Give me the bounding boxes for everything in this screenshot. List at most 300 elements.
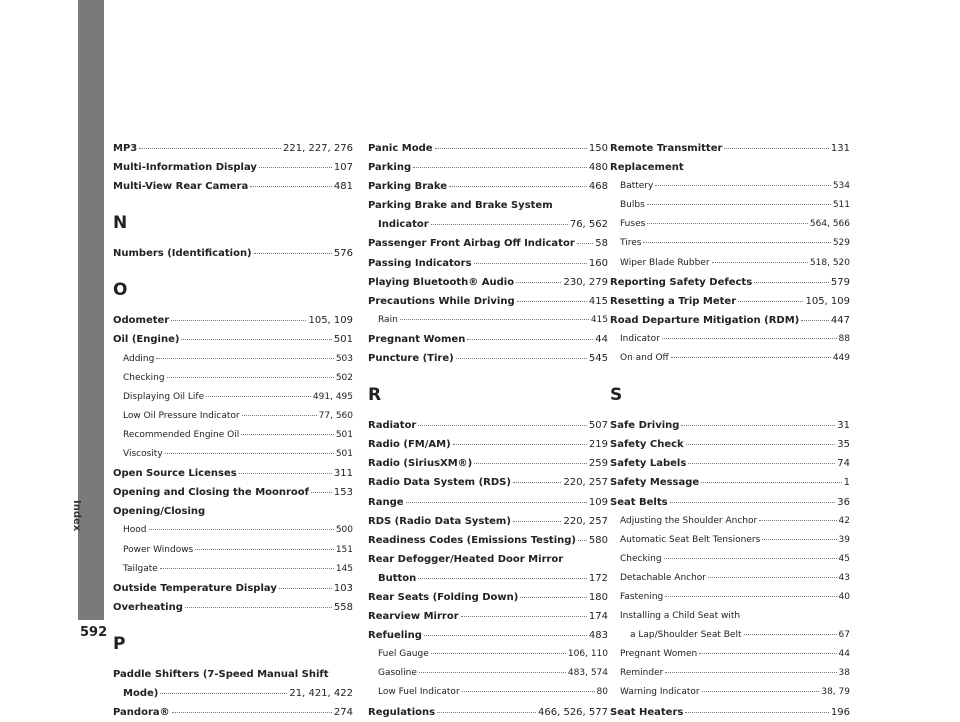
index-entry [610, 531, 850, 550]
section-letter: O [113, 280, 128, 301]
index-entry-label: Pregnant Women [620, 649, 698, 660]
index-entry-label: Remote Transmitter [610, 143, 723, 154]
dot-leader [195, 549, 334, 550]
index-entry [113, 244, 353, 263]
index-entry-label: Indicator [620, 333, 660, 344]
index-entry-label: Fuel Gauge [378, 649, 429, 660]
index-entry [113, 350, 353, 369]
dot-leader [520, 597, 587, 598]
page-references: 196 [830, 706, 850, 718]
dot-leader [670, 502, 836, 503]
dot-leader [259, 167, 332, 168]
index-entry [113, 598, 353, 617]
index-entry [113, 703, 353, 722]
index-entry [368, 177, 608, 196]
dot-leader [643, 242, 830, 243]
page-references: 145 [335, 563, 353, 574]
page-references: 180 [588, 591, 608, 603]
dot-leader [662, 338, 837, 339]
index-entry-label: Opening and Closing the Moonroof [113, 487, 310, 499]
index-entry-label: Multi-View Rear Camera [113, 181, 249, 193]
index-entry [113, 464, 353, 483]
index-entry-label: Checking [620, 553, 662, 564]
index-entry [368, 626, 608, 645]
index-entry-label: Pandora® [113, 707, 170, 719]
dot-leader [181, 339, 331, 340]
index-entry [368, 683, 608, 702]
index-entry [610, 435, 850, 454]
index-entry [610, 234, 850, 253]
page-references: 151 [335, 544, 353, 555]
index-entry [610, 349, 850, 368]
page-references: 529 [832, 238, 850, 249]
index-entry-label: Wiper Blade Rubber [620, 257, 710, 268]
page-references: 449 [832, 353, 850, 364]
index-entry-label: Radio (FM/AM) [368, 439, 451, 451]
dot-leader [431, 224, 568, 225]
page-references: 311 [333, 468, 353, 480]
index-entry-label: Hood [123, 525, 147, 536]
dot-leader [474, 463, 587, 464]
index-entry [610, 311, 850, 330]
index-entry-label: Rear Seats (Folding Down) [368, 591, 519, 603]
dot-leader [578, 540, 587, 541]
index-entry-label: a Lap/Shoulder Seat Belt [630, 630, 742, 641]
page-references: 259 [588, 458, 608, 470]
dot-leader [708, 577, 837, 578]
index-entry-label: Opening/Closing [113, 506, 206, 518]
page-references: 580 [588, 534, 608, 546]
page-references: 447 [830, 314, 850, 326]
index-entry-label: Road Departure Mitigation (RDM) [610, 314, 800, 326]
dot-leader [419, 672, 566, 673]
dot-leader [413, 167, 587, 168]
dot-leader [437, 712, 536, 713]
index-entry-label: Safety Check [610, 439, 684, 451]
index-entry-label: Panic Mode [368, 143, 433, 154]
page-references: 103 [333, 582, 353, 594]
index-column-1 [113, 139, 353, 722]
page-references: 67 [838, 630, 850, 641]
index-entry [368, 196, 608, 215]
page-references: 507 [588, 420, 608, 432]
page-references: 174 [588, 611, 608, 623]
dot-leader [149, 529, 334, 530]
dot-leader [139, 148, 281, 149]
dot-leader [160, 693, 287, 694]
index-entry [368, 254, 608, 273]
page-references: 44 [838, 649, 850, 660]
index-entry-label: Battery [620, 181, 654, 192]
page-references: 36 [837, 496, 850, 508]
page-references: 220, 257 [563, 515, 608, 527]
index-entry [368, 493, 608, 512]
dot-leader [754, 282, 829, 283]
index-entry [368, 273, 608, 292]
dot-leader [400, 319, 589, 320]
index-entry-label: Readiness Codes (Emissions Testing) [368, 534, 576, 546]
dot-leader [702, 691, 820, 692]
index-entry-label: Indicator [378, 219, 429, 231]
dot-leader [279, 588, 332, 589]
dot-leader [165, 453, 334, 454]
dot-leader [453, 444, 587, 445]
index-entry [610, 473, 850, 492]
page-references: 88 [838, 333, 850, 344]
index-entry [368, 416, 608, 435]
dot-leader [424, 635, 587, 636]
index-entry-label: Precautions While Driving [368, 295, 515, 307]
index-entry [113, 502, 353, 521]
index-entry-label: Fuses [620, 219, 646, 230]
index-entry-label: Numbers (Identification) [113, 248, 252, 260]
index-entry [368, 588, 608, 607]
index-entry [368, 512, 608, 531]
index-entry-label: Button [378, 572, 417, 584]
dot-leader [167, 377, 334, 378]
dot-leader [688, 463, 835, 464]
dot-leader [801, 320, 829, 321]
index-entry-label: Installing a Child Seat with [620, 611, 741, 622]
index-entry [113, 541, 353, 560]
index-entry-label: Low Fuel Indicator [378, 687, 460, 698]
index-entry-label: Oil (Engine) [113, 334, 180, 346]
section-letter: S [610, 385, 623, 406]
page-references: 38 [838, 668, 850, 679]
index-entry-label: Playing Bluetooth® Audio [368, 276, 515, 288]
index-entry [368, 645, 608, 664]
page-references: 481 [333, 181, 353, 193]
page-references: 545 [588, 353, 608, 365]
index-entry [113, 330, 353, 349]
index-entry [610, 196, 850, 215]
page-references: 468 [588, 181, 608, 193]
page-references: 558 [333, 601, 353, 613]
page-references: 466, 526, 577 [538, 706, 608, 718]
page-references: 76, 562 [569, 219, 608, 231]
page-references: 172 [588, 572, 608, 584]
dot-leader [467, 339, 593, 340]
index-entry-label: Seat Heaters [610, 706, 684, 718]
index-entry [113, 177, 353, 196]
index-entry-label: Radiator [368, 420, 417, 432]
page-references: 40 [838, 591, 850, 602]
index-column-2 [368, 139, 608, 722]
index-entry [368, 550, 608, 569]
page-references: 415 [590, 314, 608, 325]
page-references: 153 [333, 487, 353, 499]
index-entry-label: Odometer [113, 315, 170, 327]
index-entry [610, 645, 850, 664]
section-letter: P [113, 633, 126, 654]
index-entry-label: Outside Temperature Display [113, 582, 277, 594]
index-entry [368, 531, 608, 550]
index-entry-label: Regulations [368, 706, 436, 718]
index-entry-label: Warning Indicator [620, 687, 700, 698]
page-references: 107 [333, 162, 353, 174]
page-references: 518, 520 [809, 257, 850, 268]
index-entry-label: Viscosity [123, 449, 163, 460]
index-entry [610, 588, 850, 607]
page-references: 274 [333, 707, 353, 719]
dot-leader [406, 502, 587, 503]
index-entry-label: Passing Indicators [368, 257, 472, 269]
index-entry-label: Rear Defogger/Heated Door Mirror [368, 553, 564, 565]
dot-leader [513, 482, 562, 483]
index-entry [368, 607, 608, 626]
page-references: 131 [830, 143, 850, 154]
index-entry-label: Adjusting the Shoulder Anchor [620, 515, 758, 526]
page-references: 74 [837, 458, 850, 470]
page-references: 483 [588, 630, 608, 642]
dot-leader [171, 320, 306, 321]
dot-leader [671, 357, 831, 358]
index-entry-label: Mode) [123, 687, 159, 699]
dot-leader [686, 444, 836, 445]
index-entry-label: Safety Labels [610, 458, 687, 470]
page-references: 576 [333, 248, 353, 260]
index-entry [113, 426, 353, 445]
index-entry [368, 703, 608, 722]
index-entry [368, 292, 608, 311]
index-entry [113, 139, 353, 158]
index-tab-label: Index [71, 500, 82, 532]
index-entry-label: Radio Data System (RDS) [368, 477, 511, 489]
page-references: 44 [595, 333, 608, 345]
page-references: 501 [335, 449, 353, 460]
dot-leader [311, 492, 332, 493]
index-entry-label: Parking Brake [368, 181, 448, 193]
index-entry-label: Rearview Mirror [368, 611, 459, 623]
dot-leader [449, 186, 587, 187]
index-entry [368, 454, 608, 473]
dot-leader [655, 185, 831, 186]
index-entry [113, 407, 353, 426]
page-references: 109 [588, 496, 608, 508]
index-entry [368, 664, 608, 683]
section-letter: N [113, 213, 128, 234]
index-entry [368, 473, 608, 492]
dot-leader [456, 358, 587, 359]
index-entry-label: Safe Driving [610, 420, 680, 432]
index-entry [610, 512, 850, 531]
dot-leader [431, 653, 566, 654]
index-entry [113, 560, 353, 579]
dot-leader [665, 596, 836, 597]
index-entry [610, 664, 850, 683]
index-entry [368, 234, 608, 253]
index-entry [368, 311, 608, 330]
index-entry [610, 626, 850, 645]
page-number: 592 [80, 625, 108, 640]
page-references: 511 [832, 200, 850, 211]
index-entry [113, 388, 353, 407]
dot-leader [647, 223, 808, 224]
dot-leader [160, 568, 334, 569]
index-entry-label: Recommended Engine Oil [123, 429, 240, 440]
index-entry [113, 483, 353, 502]
dot-leader [418, 578, 587, 579]
index-entry-label: Gasoline [378, 668, 417, 679]
index-entry [113, 158, 353, 177]
index-entry-label: Radio (SiriusXM®) [368, 458, 473, 470]
page-references: 77, 560 [318, 410, 353, 421]
index-entry-label: Power Windows [123, 544, 194, 555]
index-entry [610, 550, 850, 569]
dot-leader [681, 425, 835, 426]
index-entry [610, 703, 850, 722]
page-references: 534 [832, 181, 850, 192]
index-entry-label: Checking [123, 372, 165, 383]
page-references: 45 [838, 553, 850, 564]
page-references: 1 [843, 477, 850, 489]
dot-leader [738, 301, 803, 302]
index-entry-label: Rain [378, 314, 398, 325]
page-references: 21, 421, 422 [289, 687, 353, 699]
index-entry-label: Low Oil Pressure Indicator [123, 410, 240, 421]
index-entry [610, 254, 850, 273]
index-entry-label: Displaying Oil Life [123, 391, 205, 402]
index-entry [610, 158, 850, 177]
dot-leader [699, 653, 836, 654]
index-entry-label: Overheating [113, 601, 183, 613]
index-entry-label: Resetting a Trip Meter [610, 295, 737, 307]
dot-leader [250, 186, 332, 187]
index-entry [610, 569, 850, 588]
dot-leader [685, 712, 829, 713]
dot-leader [664, 558, 837, 559]
index-entry [610, 177, 850, 196]
dot-leader [435, 148, 587, 149]
index-entry-label: Parking Brake and Brake System [368, 200, 553, 212]
page-references: 564, 566 [809, 219, 850, 230]
index-entry [113, 665, 353, 684]
page-references: 219 [588, 439, 608, 451]
dot-leader [762, 539, 836, 540]
page-references: 221, 227, 276 [283, 143, 353, 154]
index-entry [610, 683, 850, 702]
index-entry-label: Adding [123, 353, 155, 364]
page-references: 42 [838, 515, 850, 526]
dot-leader [239, 473, 332, 474]
dot-leader [517, 301, 587, 302]
index-entry-label: Reporting Safety Defects [610, 276, 753, 288]
index-entry-label: Parking [368, 162, 412, 174]
index-entry [610, 454, 850, 473]
index-entry [610, 416, 850, 435]
page-references: 503 [335, 353, 353, 364]
index-entry-label: Refueling [368, 630, 422, 642]
dot-leader [577, 243, 594, 244]
page-references: 150 [588, 143, 608, 154]
dot-leader [474, 263, 587, 264]
index-entry [113, 521, 353, 540]
index-entry [368, 158, 608, 177]
page-references: 230, 279 [563, 276, 608, 288]
index-entry [113, 684, 353, 703]
dot-leader [172, 712, 332, 713]
page-references: 58 [595, 238, 608, 250]
dot-leader [744, 634, 837, 635]
index-entry-label: Pregnant Women [368, 333, 466, 345]
index-entry [368, 139, 608, 158]
page-references: 500 [335, 525, 353, 536]
index-entry [610, 292, 850, 311]
index-entry-label: Fastening [620, 591, 664, 602]
index-entry-label: On and Off [620, 353, 669, 364]
index-entry-label: RDS (Radio Data System) [368, 515, 511, 527]
index-entry [113, 369, 353, 388]
index-entry [368, 349, 608, 368]
index-entry-label: Tires [620, 238, 642, 249]
index-entry [610, 493, 850, 512]
page-references: 502 [335, 372, 353, 383]
index-entry [368, 569, 608, 588]
dot-leader [724, 148, 828, 149]
dot-leader [461, 616, 587, 617]
dot-leader [254, 253, 332, 254]
index-entry-label: Paddle Shifters (7-Speed Manual Shift [113, 668, 329, 680]
index-entry [113, 445, 353, 464]
index-entry-label: Passenger Front Airbag Off Indicator [368, 238, 575, 250]
index-entry [368, 435, 608, 454]
dot-leader [242, 415, 317, 416]
dot-leader [206, 396, 311, 397]
page-references: 38, 79 [821, 687, 850, 698]
page-references: 106, 110 [567, 649, 608, 660]
index-entry [368, 215, 608, 234]
index-column-3 [610, 139, 850, 722]
index-entry-label: Range [368, 496, 404, 508]
page-references: 160 [588, 257, 608, 269]
index-entry-label: Seat Belts [610, 496, 668, 508]
index-entry-label: Tailgate [123, 563, 158, 574]
index-entry-label: Puncture (Tire) [368, 353, 454, 365]
dot-leader [759, 520, 836, 521]
index-entry [113, 311, 353, 330]
index-entry-label: Reminder [620, 668, 664, 679]
dot-leader [665, 672, 836, 673]
index-entry-label: Detachable Anchor [620, 572, 707, 583]
page-references: 105, 109 [805, 295, 850, 307]
dot-leader [462, 691, 595, 692]
index-entry-label: Open Source Licenses [113, 468, 237, 480]
page-references: 483, 574 [567, 668, 608, 679]
index-entry [610, 273, 850, 292]
index-entry [113, 579, 353, 598]
index-entry [610, 330, 850, 349]
index-entry-label: Safety Message [610, 477, 700, 489]
dot-leader [647, 204, 831, 205]
page-references: 480 [588, 162, 608, 174]
page-references: 220, 257 [563, 477, 608, 489]
page-references: 501 [333, 334, 353, 346]
dot-leader [712, 262, 808, 263]
dot-leader [185, 607, 332, 608]
page-references: 415 [588, 295, 608, 307]
page-references: 80 [596, 687, 608, 698]
page-references: 31 [837, 420, 850, 432]
index-entry-label: Bulbs [620, 200, 645, 211]
index-entry-label: Replacement [610, 162, 684, 174]
page-references: 491, 495 [312, 391, 353, 402]
dot-leader [418, 425, 587, 426]
page-references: 579 [830, 276, 850, 288]
index-entry [610, 215, 850, 234]
page-references: 501 [335, 429, 353, 440]
dot-leader [516, 282, 561, 283]
index-entry [610, 139, 850, 158]
